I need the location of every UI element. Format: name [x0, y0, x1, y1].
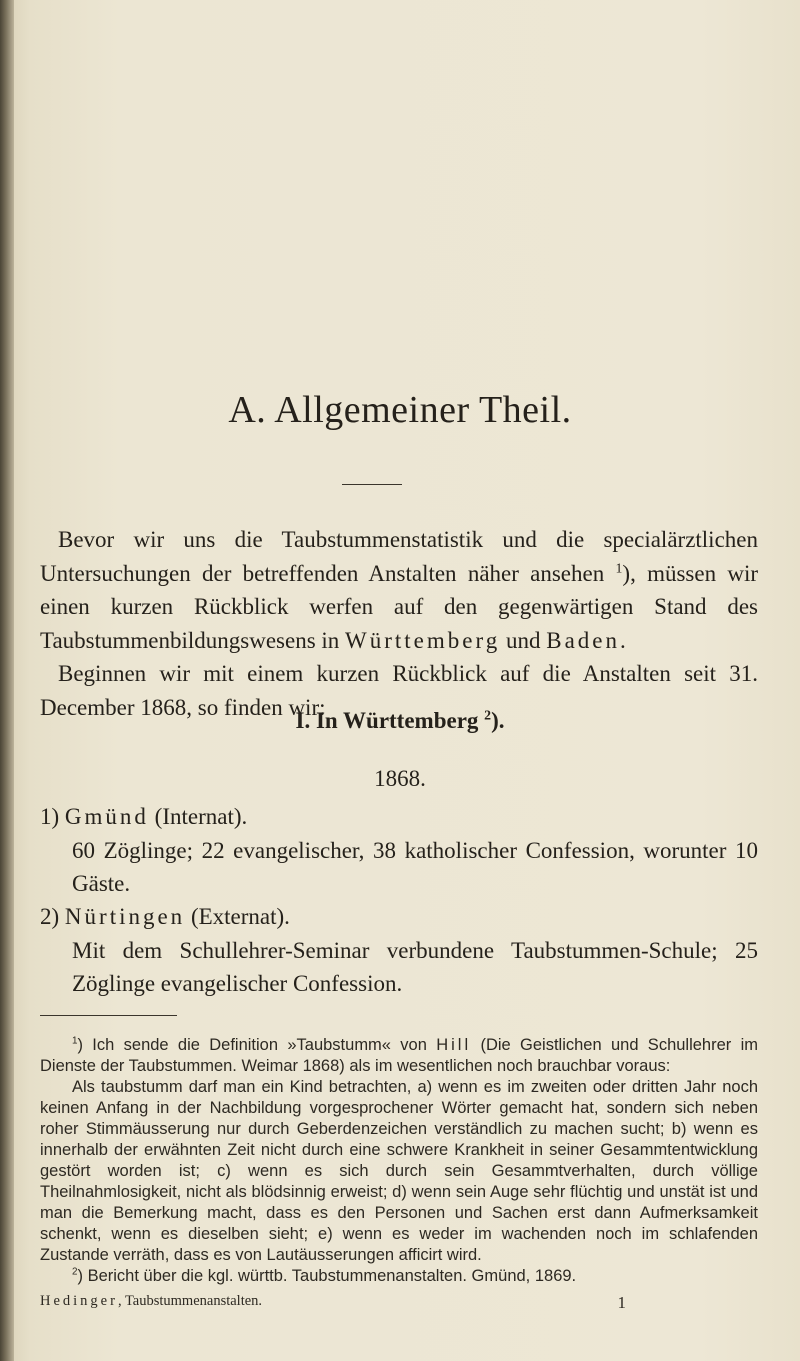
- section-heading-text: I. In Württemberg: [295, 708, 479, 733]
- intro-text-part-1: Bevor wir uns die Taubstummenstatistik und die specialärztlichen Untersuchungen der betreffenden Anstalten näher ansehen: [40, 527, 758, 586]
- entry-header: [40, 900, 758, 934]
- footnote-divider: [40, 1015, 177, 1016]
- title-divider: [342, 484, 402, 485]
- entry-type: (Externat).: [190, 904, 290, 929]
- place-baden: Baden: [546, 627, 620, 653]
- intro-first-paragraph: [40, 523, 758, 657]
- list-item: [40, 800, 758, 901]
- footnote-1-text-a: ) Ich sende die Definition »Taubstumm« von: [77, 1036, 437, 1054]
- signature-line: [40, 1293, 758, 1310]
- intro-period: .: [620, 627, 626, 653]
- footnote-1-author: Hill: [436, 1036, 472, 1054]
- entry-number: 1): [40, 804, 60, 829]
- entry-body: Mit dem Schullehrer-Seminar verbundene Taubstummen-Schule; 25 Zöglinge evangelischer Confession.: [72, 937, 758, 996]
- page-binding-edge: [0, 0, 14, 1361]
- entry-place: Gmünd: [64, 804, 149, 829]
- section-heading-suffix: ).: [491, 708, 505, 733]
- entry-number: 2): [40, 904, 60, 929]
- signature-author: Hedinger: [40, 1293, 118, 1309]
- chapter-title: A. Allgemeiner Theil.: [228, 389, 572, 431]
- page-number: 1: [617, 1293, 626, 1312]
- footnote-2: [40, 1266, 758, 1287]
- place-wuerttemberg: Württemberg: [345, 627, 501, 653]
- footnote-2-text: ) Bericht über die kgl. württb. Taubstummenanstalten. Gmünd, 1869.: [77, 1267, 577, 1285]
- intro-paragraph: [40, 523, 758, 724]
- intro-second-sentence: Beginnen wir mit einem kurzen Rückblick auf die Anstalten seit 31. December 1868, so finden wir:: [40, 661, 758, 720]
- entry-header: [40, 800, 758, 834]
- footnote-ref-2: 2: [484, 707, 492, 723]
- signature-title: , Taubstummenanstalten.: [117, 1293, 263, 1309]
- footnote-1-definition: Als taubstumm darf man ein Kind betrachten, a) wenn es im zweiten oder dritten Jahr noch keinen Anfang in der Nachbildung vorgesprochener Wörter gemacht hat, sondern sich neben roher Stimmäusserung nur durch Geberdenzeichen verständlich zu machen sucht; b) wenn es innerhalb der erwähnten Zeit nicht durch eine schwere Krankheit in seiner Gesammtentwicklung gestört worden ist; c) wenn es sich durch sein Gesammtverhalten, durch völlige Theilnahmlosigkeit, nicht als blödsinnig erweist; d) wenn sein Auge sehr flüchtig und unstät ist und man die Bemerkung macht, dass es den Personen und Sachen erst dann Aufmerksamkeit schenkt, wenn es dieselben sieht; e) wenn es weder im wachenden noch im schlafenden Zustande verräth, dass es von Lautäusserungen afficirt wird.: [40, 1078, 758, 1264]
- footnote-1-marker: 1: [72, 1035, 78, 1047]
- list-item: [40, 900, 758, 1001]
- footnote-2-marker: 2: [72, 1266, 78, 1278]
- footnote-1: [40, 1035, 758, 1077]
- intro-conjunction: und: [500, 627, 547, 653]
- footnotes: [40, 1035, 758, 1287]
- entry-type: (Internat).: [154, 804, 248, 829]
- section-heading: [0, 708, 800, 734]
- entry-body: 60 Zöglinge; 22 evangelischer, 38 katholischer Confession, worunter 10 Gäste.: [72, 837, 758, 896]
- entry-place: Nürtingen: [64, 904, 186, 929]
- intro-text-part-2: ), müssen wir einen kurzen Rückblick werfen auf den gegenwärtigen Stand des Taubstummenbildungswesens in: [40, 560, 758, 653]
- footnote-1-text-b: (Die Geistlichen und Schullehrer im Dienste der Taubstummen. Weimar 1868) als im wesentlichen noch brauchbar voraus:: [40, 1036, 758, 1075]
- section-year: 1868.: [374, 766, 426, 791]
- footnote-ref-1: 1: [615, 559, 623, 575]
